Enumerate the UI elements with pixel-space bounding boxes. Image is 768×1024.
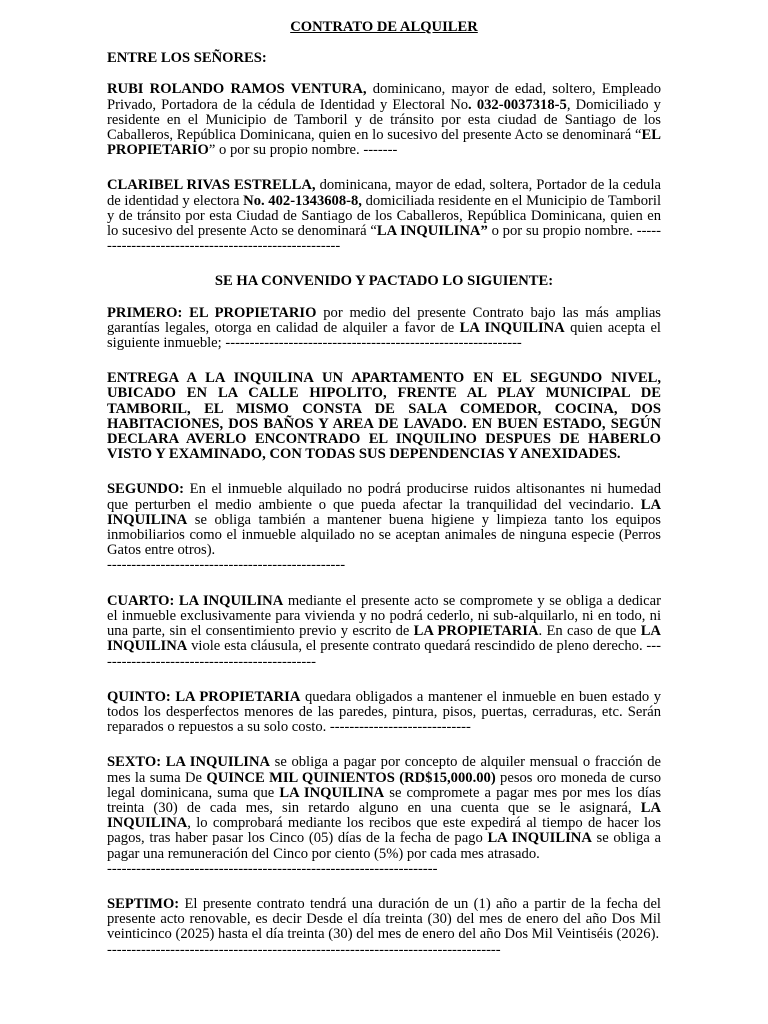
clause-sexto-label: SEXTO: LA INQUILINA <box>107 754 271 771</box>
clause-quinto-label: QUINTO: LA PROPIETARIA <box>107 688 301 705</box>
clause-cuarto-bold-2: LA INQUILINA <box>107 623 661 655</box>
clause-sexto-bold-4: LA INQUILINA <box>487 830 592 847</box>
clause-septimo-dashes: --------------------------------------------------------------------------------- <box>107 942 501 958</box>
tenant-text-3: o por su propio nombre. ----------------------------------------------------- <box>107 223 662 255</box>
tenant-paragraph <box>107 178 661 254</box>
tenant-text-1: dominicana, mayor de edad, soltera, Portador de la cedula de identidad y electora <box>107 177 661 209</box>
clause-primero-bold-1: LA INQUILINA <box>459 319 565 336</box>
clause-cuarto <box>107 594 661 670</box>
clause-sexto-text-2: pesos oro moneda de curso legal dominicana, suma que <box>107 769 661 801</box>
clause-primero-text-2: quien acepta el siguiente inmueble; ------------------------------------------------------------- <box>107 319 661 352</box>
clause-segundo-bold-1: LA INQUILINA <box>107 496 661 528</box>
clause-primero-label: PRIMERO: EL PROPIETARIO <box>107 304 317 321</box>
clause-cuarto-bold-1: LA PROPIETARIA <box>413 623 539 640</box>
clause-sexto-bold-2: LA INQUILINA <box>279 784 385 801</box>
clause-segundo-label: SEGUNDO: <box>107 481 185 498</box>
owner-text-1: dominicano, mayor de edad, soltero, Empleado Privado, Portadora de la cédula de Identidad y Electoral No <box>107 81 661 113</box>
clause-segundo-text-1: En el inmueble alquilado no podrá producirse ruidos altisonantes ni humedad que perturben el medio ambiente o que pueda afectar la tranquilidad del vecindario. <box>107 481 661 513</box>
document-title: CONTRATO DE ALQUILER <box>290 19 478 35</box>
clause-sexto-text-5: se obliga a pagar una remuneración del Cinco por ciento (5%) por cada mes atrasado. <box>107 830 661 862</box>
clause-septimo-text-1: El presente contrato tendrá una duración de un (1) año a partir de la fecha del presente acto renovable, es decir Desde el día treinta (30) del mes de enero del año Dos Mil veinticinco (2025) hasta el día treinta (30) del mes de enero del año Dos Mil Veintiséis (2026). <box>107 895 661 943</box>
clause-sexto-text-1: se obliga a pagar por concepto de alquiler mensual o fracción de mes la suma De <box>107 754 661 786</box>
tenant-text-2: domiciliada residente en el Municipio de Tamboril y de tránsito por esta Ciudad de Santiago de los Caballeros, República Dominicana, quien en lo sucesivo del presente Acto se denominará “ <box>107 192 661 240</box>
owner-role: EL PROPIETARIO <box>107 127 661 159</box>
clause-sexto-text-3: se compromete a pagar mes por mes los días treinta (30) de cada mes, sin retardo alguno en una cuenta que se le asignará, <box>107 784 662 816</box>
owner-text-3: ” o por su propio nombre. ------- <box>208 142 398 159</box>
rent-amount: QUINCE MIL QUINIENTOS (RD$15,000.00) <box>206 769 496 786</box>
owner-text-2: , Domiciliado y residente en el Municipio de Tamboril y de tránsito por esta ciudad de Santiago de los Caballeros, República Dominicana, quien en lo sucesivo del presente Acto se denominará “ <box>107 96 661 144</box>
tenant-id: No. 402-1343608-8, <box>243 192 362 209</box>
clause-sexto-bold-3: LA INQUILINA <box>107 799 661 832</box>
clause-segundo <box>107 482 661 573</box>
tenant-name: CLARIBEL RIVAS ESTRELLA, <box>107 177 316 194</box>
owner-id: . 032-0037318-5 <box>468 96 567 113</box>
clause-segundo-text-2: se obliga también a mantener buena higiene y limpieza tanto los equipos inmobiliarios como el inmueble alquilado no se aceptan animales de ninguna especie (Perros Gatos entre otros). <box>107 511 661 559</box>
clause-primero-text-1: por medio del presente Contrato bajo las más amplias garantías legales, otorga en calidad de alquiler a favor de <box>107 304 661 336</box>
agreement-heading: SE HA CONVENIDO Y PACTADO LO SIGUIENTE: <box>214 273 554 290</box>
clause-sexto-dashes: -------------------------------------------------------------------- <box>107 861 438 877</box>
clause-sexto-text-4: , lo comprobará mediante los recibos que este expedirá al tiempo de hacer los pagos, tras haber pasar los Cinco (05) días de la fecha de pago <box>107 815 661 847</box>
clause-segundo-dashes: ------------------------------------------------- <box>107 558 346 574</box>
clause-cuarto-text-2: . En caso de que <box>538 623 641 640</box>
owner-name: RUBI ROLANDO RAMOS VENTURA, <box>107 81 367 98</box>
clause-cuarto-text-1: mediante el presente acto se compromete y se obliga a dedicar el inmueble exclusivamente para vivienda y no podrá cederlo, ni sub-alquilarlo, ni en todo, ni una parte, sin el consentimiento previo y escrito de <box>107 592 661 640</box>
clause-quinto-text-1: quedara obligados a mantener el inmueble en buen estado y todos los desperfectos menores de las paredes, pintura, pisos, puertas, cerraduras, etc. Serán reparados o repuestos a su solo costo. ----------------------------- <box>107 688 661 736</box>
clause-cuarto-label: CUARTO: LA INQUILINA <box>107 592 284 609</box>
clause-septimo-label: SEPTIMO: <box>107 895 180 912</box>
parties-heading: ENTRE LOS SEÑORES: <box>107 50 267 67</box>
owner-paragraph <box>107 82 661 158</box>
clause-cuarto-text-3: viole esta cláusula, el presente contrato quedará rescindido de pleno derecho. ---------------------------------------------- <box>107 638 661 670</box>
clause-septimo <box>107 897 661 958</box>
clause-primero <box>107 306 661 352</box>
clause-quinto <box>107 690 661 736</box>
clause-sexto <box>107 755 661 877</box>
contract-document <box>107 20 661 973</box>
property-description: ENTREGA A LA INQUILINA UN APARTAMENTO EN EL SEGUNDO NIVEL, UBICADO EN LA CALLE HIPOLITO, FRENTE AL PLAY MUNICIPAL DE TAMBORIL, EL MISMO CONSTA DE SALA COMEDOR, COCINA, DOS HABITACIONES, DOS BAÑOS Y AREA DE LAVADO. EN BUEN ESTADO, SEGÚN DECLARA AVERLO ENCONTRADO EL INQUILINO DESPUES DE HABERLO VISTO Y EXAMINADO, CON TODAS SUS DEPENDENCIAS Y ANEXIDADES. <box>107 370 661 463</box>
tenant-role: LA INQUILINA” <box>376 223 488 240</box>
